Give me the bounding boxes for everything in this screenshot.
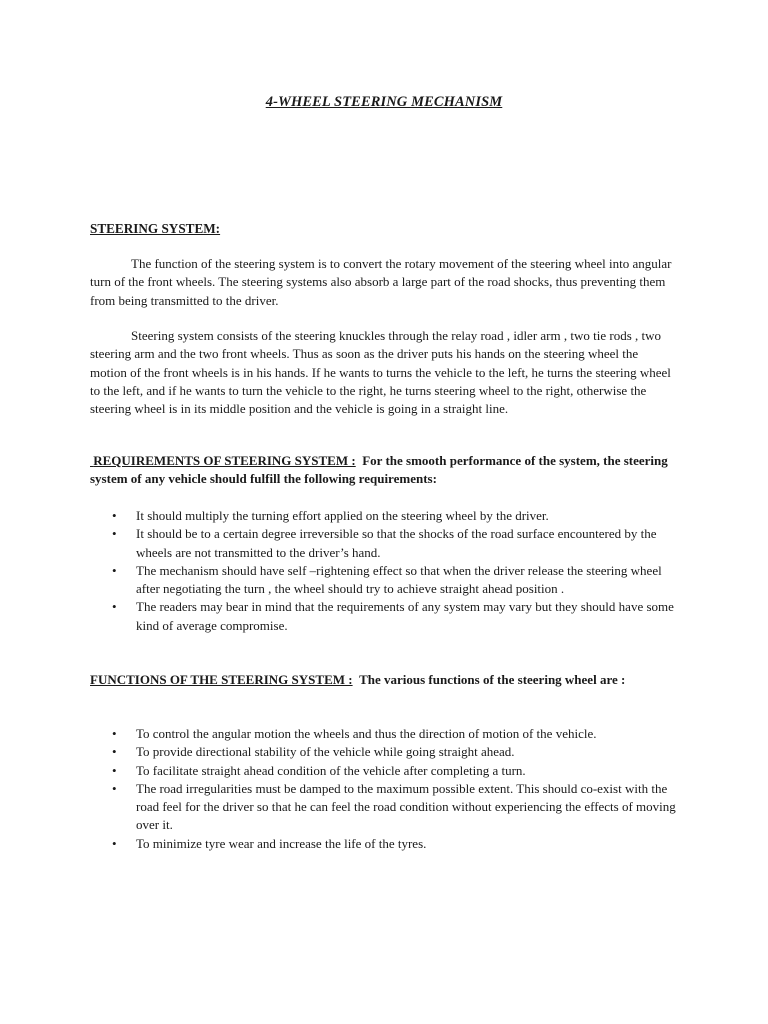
list-item: • To facilitate straight ahead condition of the vehicle after completing a turn. bbox=[90, 762, 680, 780]
bullet-icon: • bbox=[112, 762, 117, 778]
list-item: • To control the angular motion the wheels and thus the direction of motion of the vehicle. bbox=[90, 725, 680, 743]
list-item: • To minimize tyre wear and increase the life of the tyres. bbox=[90, 835, 680, 853]
steering-system-paragraph-2 bbox=[90, 327, 676, 418]
list-item: • It should be to a certain degree irreversible so that the shocks of the road surface encountered by the wheels are not transmitted to the driver’s hand. bbox=[112, 526, 657, 560]
bullet-icon: • bbox=[112, 780, 117, 796]
requirements-intro-block bbox=[90, 452, 690, 489]
functions-heading: FUNCTIONS OF THE STEERING SYSTEM : bbox=[90, 672, 353, 687]
paragraph-2-text: Steering system consists of the steering knuckles through the relay road , idler arm , two tie rods , two steering arm and the two front wheels. Thus as soon as the driver puts his hands on the steering wheel the motion of the front wheels is in his hands. If he wants to turns the vehicle to the left, he turns the steering wheel to the left, and if he wants to turn the vehicle to the right, he turns steering wheel to the right, otherwise the steering wheel is in its middle position and the vehicle is going in a straight line. bbox=[90, 328, 671, 417]
functions-intro: The various functions of the steering wheel are : bbox=[359, 672, 626, 687]
document-title: 4-WHEEL STEERING MECHANISM bbox=[265, 94, 503, 110]
list-item: • The road irregularities must be damped to the maximum possible extent. This should co-exist with the road feel for the driver so that he can feel the road condition without experiencing the effects of moving over it. bbox=[112, 780, 676, 833]
list-item: • The readers may bear in mind that the requirements of any system may vary but they should have some kind of average compromise. bbox=[112, 599, 674, 633]
requirements-intro: For the smooth performance of the system, the steering system of any vehicle should fulfill the following requirements: bbox=[90, 453, 668, 487]
requirements-list bbox=[90, 507, 680, 635]
functions-intro-block bbox=[90, 671, 686, 689]
bullet-icon: • bbox=[112, 744, 117, 760]
list-item: • The mechanism should have self –rightening effect so that when the driver release the steering wheel after negotiating the turn , the wheel should try to achieve straight ahead position . bbox=[112, 562, 662, 597]
requirements-heading: REQUIREMENTS OF STEERING SYSTEM : bbox=[93, 453, 356, 468]
list-item: • To provide directional stability of the vehicle while going straight ahead. bbox=[90, 743, 680, 761]
bullet-icon: • bbox=[112, 562, 117, 578]
bullet-icon: • bbox=[112, 835, 117, 851]
bullet-icon: • bbox=[112, 508, 117, 523]
bullet-icon: • bbox=[112, 599, 117, 615]
bullet-icon: • bbox=[112, 526, 117, 542]
bullet-icon: • bbox=[112, 726, 117, 741]
functions-list bbox=[90, 725, 680, 853]
paragraph-1-text: The function of the steering system is to convert the rotary movement of the steering wheel into angular turn of the front wheels. The steering systems also absorb a large part of the road shocks, thus preventing them from being transmitted to the driver. bbox=[90, 256, 672, 308]
list-item: • It should multiply the turning effort applied on the steering wheel by the driver. bbox=[90, 507, 680, 525]
steering-system-heading: STEERING SYSTEM: bbox=[90, 221, 221, 236]
steering-system-paragraph-1 bbox=[90, 255, 676, 310]
